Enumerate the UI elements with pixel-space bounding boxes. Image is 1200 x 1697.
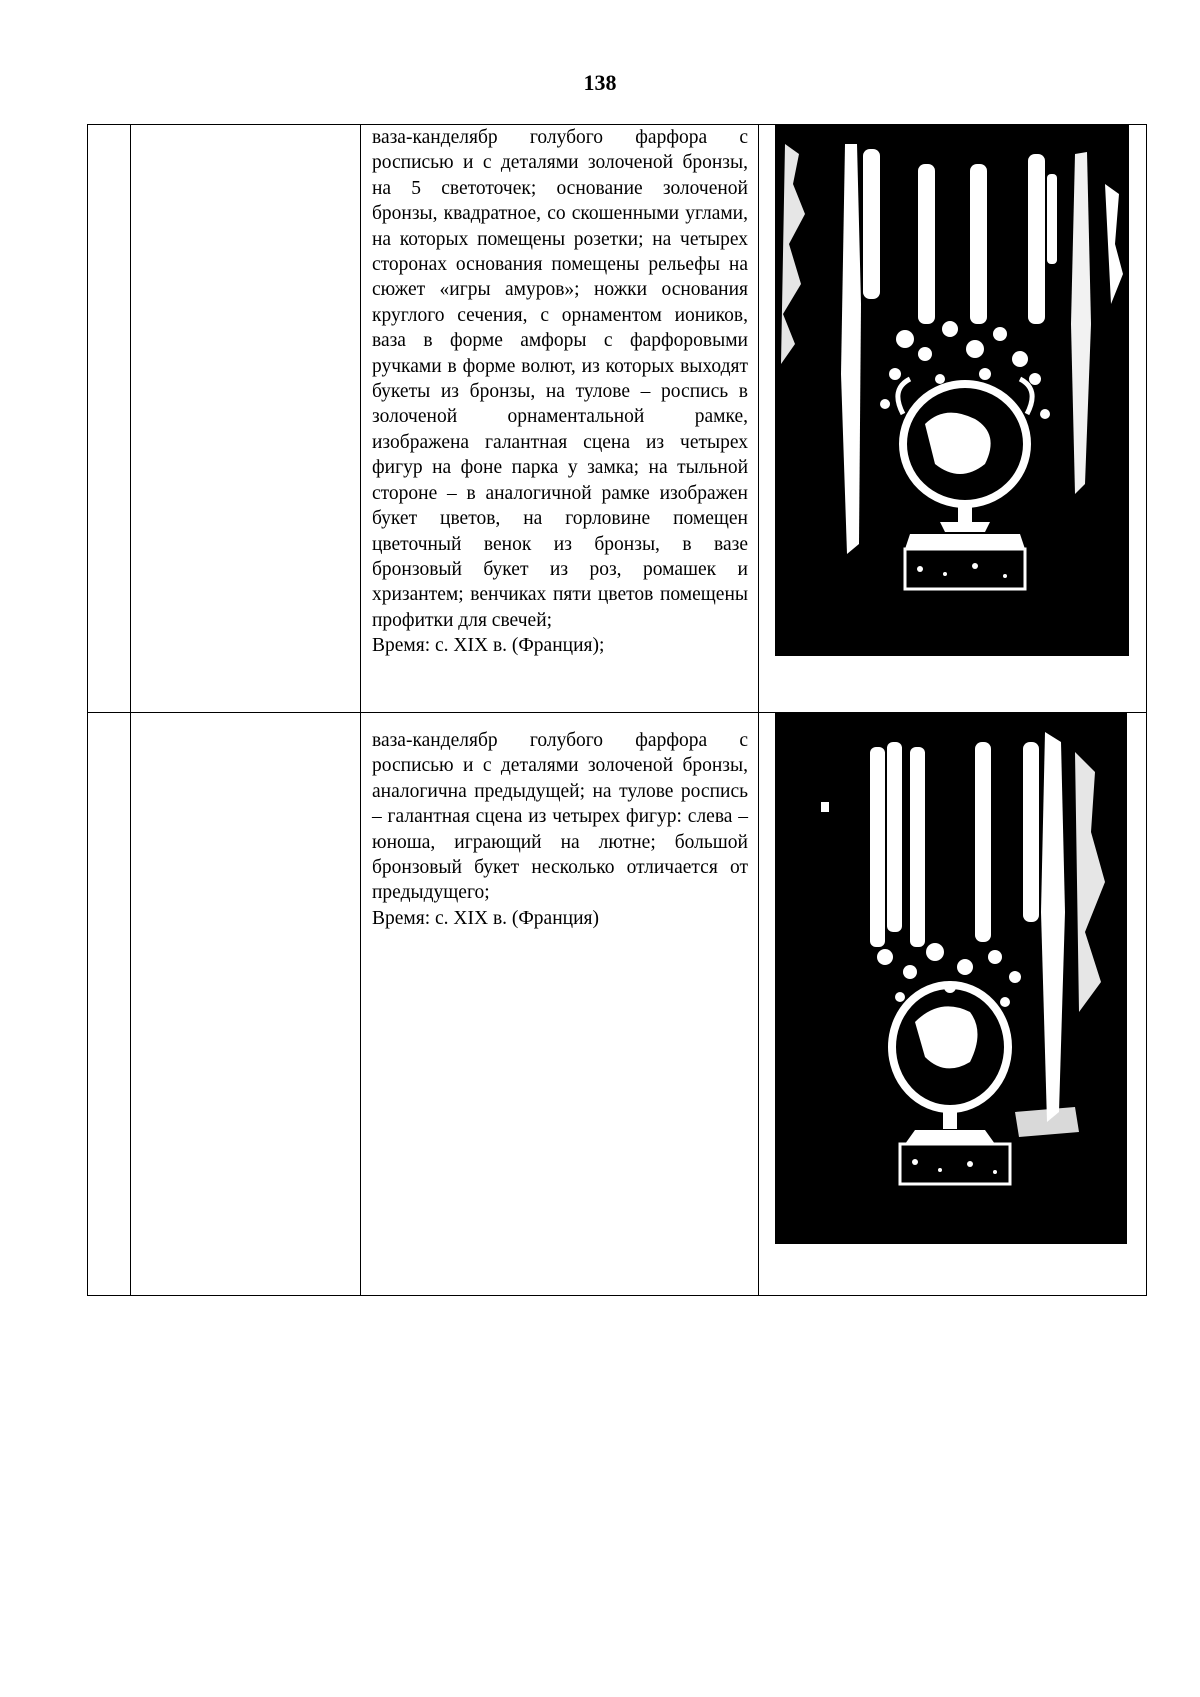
photo-cell (759, 713, 1147, 1296)
number-cell (88, 125, 131, 713)
number-cell (88, 713, 131, 1296)
item-description: ваза-канделябр голубого фарфора с росписью и с деталями золоченой бронзы, аналогична предыдущей; на тулове роспись – галантная сцена из четырех фигур: слева – юноша, играющий на лютне; большой бронзовый букет несколько отличается от предыдущего; (372, 730, 748, 904)
name-cell (131, 125, 361, 713)
table-row (88, 125, 1147, 713)
description-cell (361, 125, 759, 713)
catalog-table (87, 124, 1147, 1296)
page-number: 138 (583, 70, 617, 95)
description-cell (361, 713, 759, 1296)
candelabra-vase-photo (775, 124, 1129, 656)
table-row (88, 713, 1147, 1296)
item-time: Время: с. XIX в. (Франция); (372, 635, 605, 657)
candelabra-vase-photo (775, 712, 1127, 1244)
item-time: Время: с. XIX в. (Франция) (372, 907, 599, 929)
item-description: ваза-канделябр голубого фарфора с росписью и с деталями золоченой бронзы, на 5 светоточек; основание золоченой бронзы, квадратное, со скошенными углами, на которых помещены розетки; на четырех сторонах основания помещены рельефы на сюжет «игры амуров»; ножки основания круглого сечения, с орнаментом иоников, ваза в форме амфоры с фарфоровыми ручками в форме волют, из которых выходят букеты из бронзы, на тулове – роспись в золоченой орнаментальной рамке, изображена галантная сцена из четырех фигур на фоне парка у замка; на тыльной стороне – в аналогичной рамке изображен букет цветов, на горловине помещен цветочный венок из бронзы, в вазе бронзовый букет из роз, ромашек и хризантем; венчиках пяти цветов помещены профитки для свечей; (372, 127, 748, 631)
photo-cell (759, 125, 1147, 713)
name-cell (131, 713, 361, 1296)
